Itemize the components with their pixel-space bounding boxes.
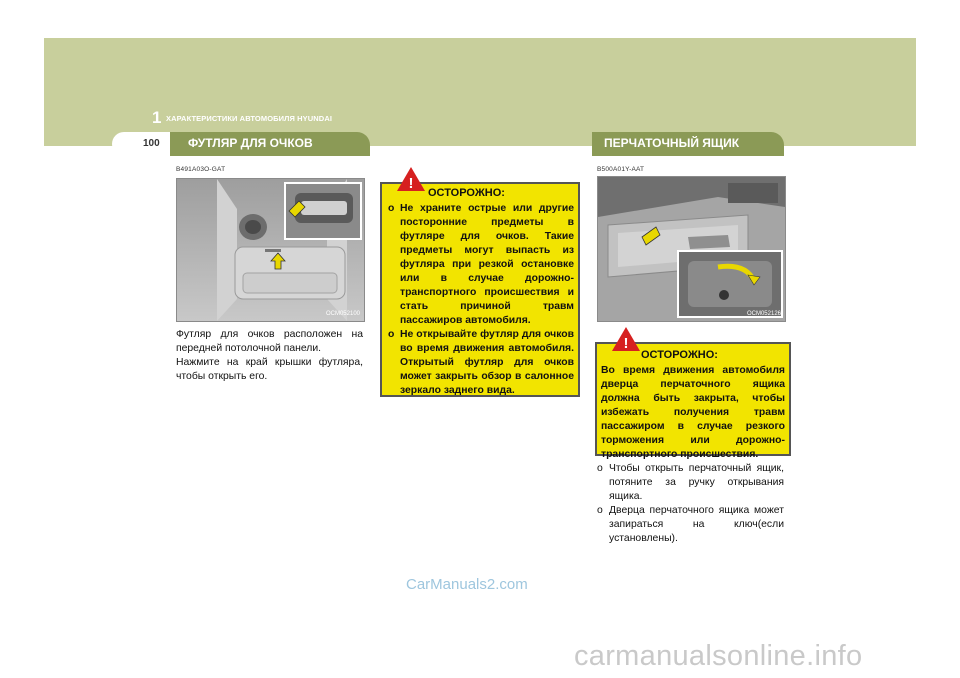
- warning-text: Во время движения автомобиля дверца перчаточного ящика должна быть закрыта, чтобы избежать получения травм пассажиром в случае резкого торможения или дорожно-транспортного происшествия.: [601, 365, 785, 460]
- section-title-glove-box: ПЕРЧАТОЧНЫЙ ЯЩИК: [592, 132, 784, 156]
- image-code: OCM052100: [325, 311, 360, 317]
- warning-list: [388, 202, 574, 398]
- list-item: [388, 328, 574, 398]
- chapter-title: ХАРАКТЕРИСТИКИ АВТОМОБИЛЯ HYUNDAI: [166, 114, 333, 123]
- svg-text:!: !: [623, 335, 629, 352]
- bullet: o: [597, 505, 603, 516]
- warning-box-glasses: [380, 175, 580, 397]
- warning-triangle-icon: [396, 166, 426, 192]
- glove-box-photo: [597, 176, 786, 322]
- svg-text:!: !: [408, 175, 414, 192]
- list-item-text: Дверца перчаточного ящика может запираться на ключ(если установлены).: [609, 505, 784, 544]
- list-item: [597, 462, 784, 504]
- ref-code: B500A01Y-AAT: [597, 166, 645, 173]
- bullet: o: [388, 203, 395, 214]
- list-item: [597, 504, 784, 546]
- list-item-text: Чтобы открыть перчаточный ящик, потяните за ручку открывания ящика.: [609, 463, 784, 502]
- warning-title: ОСТОРОЖНО:: [641, 349, 718, 361]
- chapter-number: 1: [152, 108, 162, 127]
- glasses-case-description: [176, 328, 363, 384]
- page-number: 100: [112, 132, 170, 156]
- bullet: o: [388, 329, 395, 340]
- section-title-glasses-case: ФУТЛЯР ДЛЯ ОЧКОВ: [170, 132, 370, 156]
- warning-triangle-icon: [611, 326, 641, 352]
- list-item: [388, 202, 574, 328]
- paragraph: Нажмите на край крышки футляра, чтобы открыть его.: [176, 357, 363, 382]
- paragraph: Футляр для очков расположен на передней потолочной панели.: [176, 329, 363, 354]
- glasses-case-photo: [176, 178, 365, 322]
- warning-box-glove-box: [595, 335, 791, 460]
- glove-box-instructions: [597, 462, 784, 546]
- ref-code: B491A03O-GAT: [176, 166, 226, 173]
- bullet: o: [597, 463, 603, 474]
- header-band: [44, 38, 916, 146]
- warning-title: ОСТОРОЖНО:: [428, 187, 505, 199]
- watermark-carmanualsonline[interactable]: carmanualsonline.info: [574, 640, 863, 672]
- list-item-text: Не храните острые или другие посторонние предметы в футляре для очков. Такие предметы могут выпасть из футляра при резкой остановке или в случае дорожно-транспортного происшествия и стать причиной травм пассажиров автомобиля.: [400, 203, 574, 326]
- image-code: OCM052126: [746, 311, 781, 317]
- list-item-text: Не открывайте футляр для очков во время движения автомобиля. Открытый футляр для очков может закрыть обзор в салонное зеркало заднего вида.: [400, 329, 574, 396]
- watermark-carmanuals2[interactable]: CarManuals2.com: [406, 576, 528, 593]
